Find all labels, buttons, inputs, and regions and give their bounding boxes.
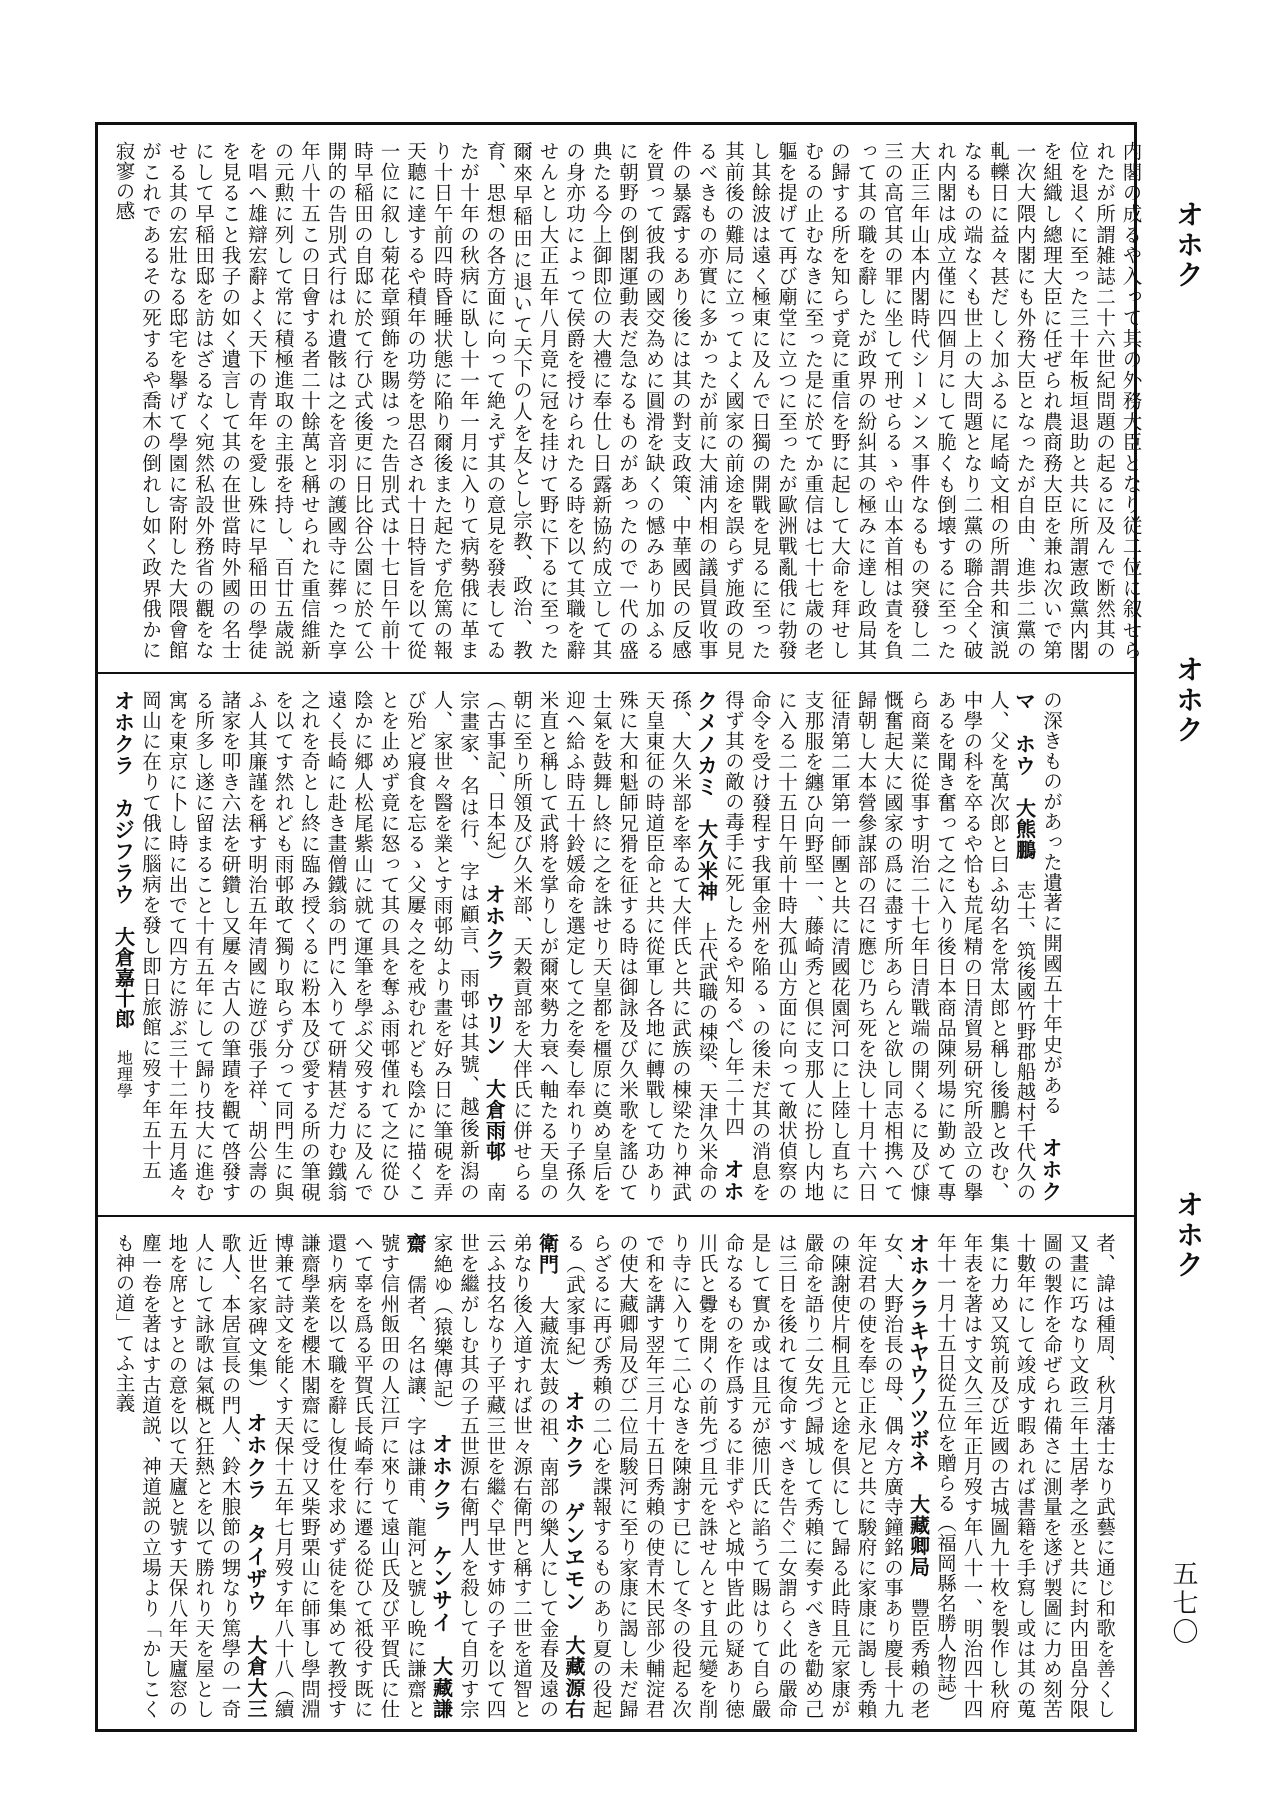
entry-text: 者、諱は種周、秋月藩士なり武藝に通じ和歌を善くし又畫に巧なり文政三年土居孝之丞と共に封内田畠分限圖の製作を命ぜられ備さに測量を遂げ製圖に力め刻苦十數年にして竣成す暇あれば書籍を手寫し或は其の蒐集に力め又筑前及び近國の古城圖九十枚を製作し秋府年表を著はす文久三年正月歿す年八十一、明治四十四年十一月十五日從五位を贈らる（福岡縣名勝人物誌） <box>934 1233 1116 1719</box>
entry-text: 儒者、名は讓、字は謙甫、龍河と號し晩に謙齋と號す信州飯田の人江戸に來りて遠山氏及び平賀氏に仕へて辜を爲る平賀氏長崎奉行に遷る從ひて祗役す既に還り病を以て職を辭し復仕を求めず徒を集めて教授す謙齋學業を櫻木閣齋に受け又柴野栗山に師事し學問淵博兼て詩文を能くす天保十五年七月歿す年八十八（續近世名家碑文集） <box>245 1233 427 1720</box>
entry-kanji: 大藏卿局 <box>906 1494 931 1598</box>
entry-kanji: 大倉大三 <box>244 1634 268 1740</box>
entry-text: 上代武職の棟梁、天津久米命の孫、大久米部を率ゐて大伴氏と共に武族の棟梁たり神武天皇東征の時道臣命と共に從軍し各地に轉戰して功あり殊に大和魁師兄猾を征する時は御詠及び久米歌を謠ひて士氣を鼓舞し終に之を誅せり天皇都を橿原に奠め皇后を迎へ給ふ時五十鈴媛命を選定して之を奏し奉れり子孫久米直と稱して武將を掌りしが爾來勢力衰へ軸たる天皇の朝に至り所領及び久米部、天穀貢部を大伴氏に併せらる（古事記、日本紀） <box>483 690 719 1203</box>
top-panel <box>100 127 1143 670</box>
entry-headword: オホクラ ウリン <box>482 861 507 1079</box>
top-divider <box>95 672 1137 674</box>
entry-kanji: 大藏謙齋 <box>403 1233 454 1720</box>
entry-kanji: 大倉雨邨 <box>482 1078 507 1183</box>
entry-text: 豐臣秀賴の老女、大野治長の母、偶々方廣寺鐘銘の事あり慶長十九年淀君の使を奉じ正永尼と共に駿府に家康に謁し秀賴の陳謝使片桐且元と途を倶にして歸る此時且元家康が嚴命を語り二女先づ歸城して秀賴に奏すべきを勸め己は三日を後れて復命すべきを告ぐ二女謂らく此の嚴命是して實か或は且元が徳川氏に諂うて賜はりて自ら嚴命なるものを作爲するに非ずやと城中皆此の疑あり徳川氏と釁を開くの前先づ且元を誅せんとす且元變を削り寺に入りて二心なきを陳謝す已にして冬の役起る次で和を講す翌年三月十五日秀賴の使青木民部少輔淀君の使大藏卿局及び二位局駿河に至り家康に謁し未だ歸らざるに再び秀賴の二心を諜報するものあり夏の役起る（武家事紀） <box>563 1233 931 1719</box>
entry-headword: オホクラ ゲンヱモン <box>562 1368 586 1635</box>
entry-text: 地理學 <box>114 1049 134 1116</box>
entry-kanji: 大藏源右衛門 <box>535 1233 586 1720</box>
entry-headword: オホクマ ホウ <box>1012 690 1063 1202</box>
side-header-bottom: オホク <box>1172 1190 1205 1280</box>
middle-divider <box>95 1215 1137 1217</box>
entry-kanji: 大久米神 <box>694 819 719 922</box>
entry-headword: オホクラ ケンサイ <box>429 1410 454 1656</box>
entry-headword: オホクラキヤウノツボネ <box>906 1233 957 1725</box>
entry-headword: オホクラ カジフラウ <box>111 690 162 1202</box>
entry-headword: オホクラ タイザウ <box>244 1389 268 1635</box>
page-number: 五七〇 <box>1168 1560 1198 1647</box>
entry-text: の深きものがあった遺著に開國五十年史がある <box>1040 690 1063 1116</box>
entry-kanji: 大倉嘉十郎 <box>111 926 136 1050</box>
side-header-top: オホク <box>1172 200 1205 290</box>
entry-kanji: 大熊鵬 <box>1012 798 1037 881</box>
entry-text: 大藏流太鼓の祖、南部の樂人にして金春及遠の弟なり後入道すれば世々源右衛門と稱す二世を道智と云ふ技名なり子平藏三世を繼ぐ早世す姉の子を以て四世を繼がしむ其の子五世源右衛門人を殺して自刃す宗家絶ゆ（猿樂傳記） <box>430 1233 560 1720</box>
middle-panel-text <box>100 676 1074 1212</box>
bottom-panel <box>100 1219 1132 1740</box>
bottom-panel-text <box>100 1219 1127 1740</box>
middle-panel <box>100 676 1132 1212</box>
entry-text: 歌人、本居宣長の門人、鈴木朖節の甥なり篤學の一奇人にして詠歌は氣概と狂熱とを以て勝れり天を屋とし地を席とすとの意を以て天廬と號す天保八年天廬窓の塵一卷を著はす古道説、神道説の立場より「かしこくも神の道」てふ主義 <box>112 1233 242 1719</box>
side-header-middle: オホク <box>1172 655 1205 745</box>
entry-text: 南宗畫家、名は行、字は顧言、雨邨は其號、越後新潟の人、家世々醫を業とす雨邨幼より畫を好み日に筆硯を弄び殆ど寢食を忘るゝ父屢々之を戒むれども陰かに描くことを止めず竟に怒って其の具を奪ふ雨邨僅れて之に從ひ陰かに郷人松尾紫山に就て運筆を學ぶ父歿するに及んで遠く長崎に赴き畫僧鐵翁の門に入りて研精甚だ力む鐵翁之れを奇とし終に臨み授くるに粉本及び愛する所の筆硯を以てす然れども雨邨敢て獨り取らず分って同門生に與ふ人其廉謹を稱す明治五年清國に遊び張子祥、胡公壽の諸家を叩き六法を研鑽し又屢々古人の筆蹟を觀て啓發する所多し遂に留まること十有五年にして歸り技大に進む寓を東京に卜し時に出でて四方に游ぶ三十二年五月遙々岡山に在りて俄に腦病を發し即日旅館に歿す年五十五 <box>139 690 507 1203</box>
entry-text: 志士、筑後國竹野郡船越村千代久の人、父を萬次郎と曰ふ幼名を常太郎と稱し後鵬と改む、中學の科を卒るや恰も荒尾精の日清貿易研究所設立の擧あるを聞き奮って之に入り後日本商品陳列場に勤めて專ら商業に從事す明治二十七年日清戰端の開くるに及び慷慨奮起大に國家の爲に盡す所あらんと欲し同志相携へて歸朝し大本營參謀部の召に應じ乃ち死を決し十月十六日征清第二軍第一師團と共に清國花園河口に上陸し直ちに支那服を纏ひ向野堅一、藤崎秀と倶に支那人に扮し内地に入る二十五日午前十時大孤山方面に向って敵状偵察の命令を受け發程す我軍金州を陥るゝの後未だ其の消息を得ず其の敵の毒手に死したるや知るべし年二十四 <box>722 690 1037 1203</box>
top-panel-text: 内閣の成るや入って其の外務大臣となり従二位に叙せられたが所謂雑誌二十六世紀問題の起るに及んで断然其の位を退くに至った三十年板垣退助と共に所謂憲政黨内閣を組織し總理大臣に任ぜられ農商務大臣を兼ね次いで第一次大隈内閣にも外務大臣となったが自由、進歩二黨の軋轢日に益々甚だしく加ふるに尾崎文相の所謂共和演説なるもの端なくも世上の大問題となり二黨の聯合全く破れ内閣は成立僅に四個月にして脆くも倒壊するに至った大正三年山本内閣時代シーメンス事件なるもの突發し二三の高官其の罪に坐して刑せらるゝや山本首相は責を負って其の職を辭したが政界の紛糾其の極みに達し政局其の歸する所を知らず竟に重信を野に起して大命を拜せしむるの止むなきに至った是に於てか重信は七十七歳の老軀を提げて再び廟堂に立つに至ったが歐洲戰亂俄に勃發し其餘波は遠く極東に及んで日獨の開戰を見るに至った其前後の難局に立ってよく國家の前途を誤らず施政の見るべきもの亦實に多かったが前に大浦内相の議員買收事件の暴露するあり後には其の對支政策、中華國民の反感を買って彼我の國交為めに圓滑を缺くの憾みあり加ふるに朝野の倒閣運動表だ急なるものがあったので一代の盛典たる今上御即位の大禮に奉仕し日露新協約成立して其の身亦功によって侯爵を授けられたる時を以て其職を辭せんとし大正五年八月竟に冠を挂けて野に下るに至った爾來早稲田に退いて天下の人を友とし宗教、政治、教育、思想の各方面に向って絶えず其の意見を發表してゐたが十年の秋病に臥し十一年一月に入りて病勢俄に革まり十日午前四時昏睡状態に陥り爾後また起たず危篤の報天聽に達するや積年の功勞を思召され十日特旨を以て從一位に叙し菊花章頸飾を賜はった告別式は十七日午前十時早稲田の自邸に於て行ひ式後更に日比谷公園に於て公開的の告別式行はれ遺骸は之を音羽の護國寺に葬った享年八十五この日會する者二十餘萬と稱せられた重信維新の元勲に列して常に積極進取の主張を持し、百廿五歳説を唱へ雄辯宏辭よく天下の青年を愛し殊に早稲田の學徒を見ること我子の如く遺言して其の在世當時外國の名士にして早稲田邸を訪はざるなく宛然私設外務省の觀をなせる其の宏壯なる邸宅を擧げて學園に寄附した大隈會館がこれであるその死するや喬木の倒れし如く政界俄かに寂寥の感 <box>112 141 1143 660</box>
entry-headword: オホクメノカミ <box>694 690 745 1202</box>
